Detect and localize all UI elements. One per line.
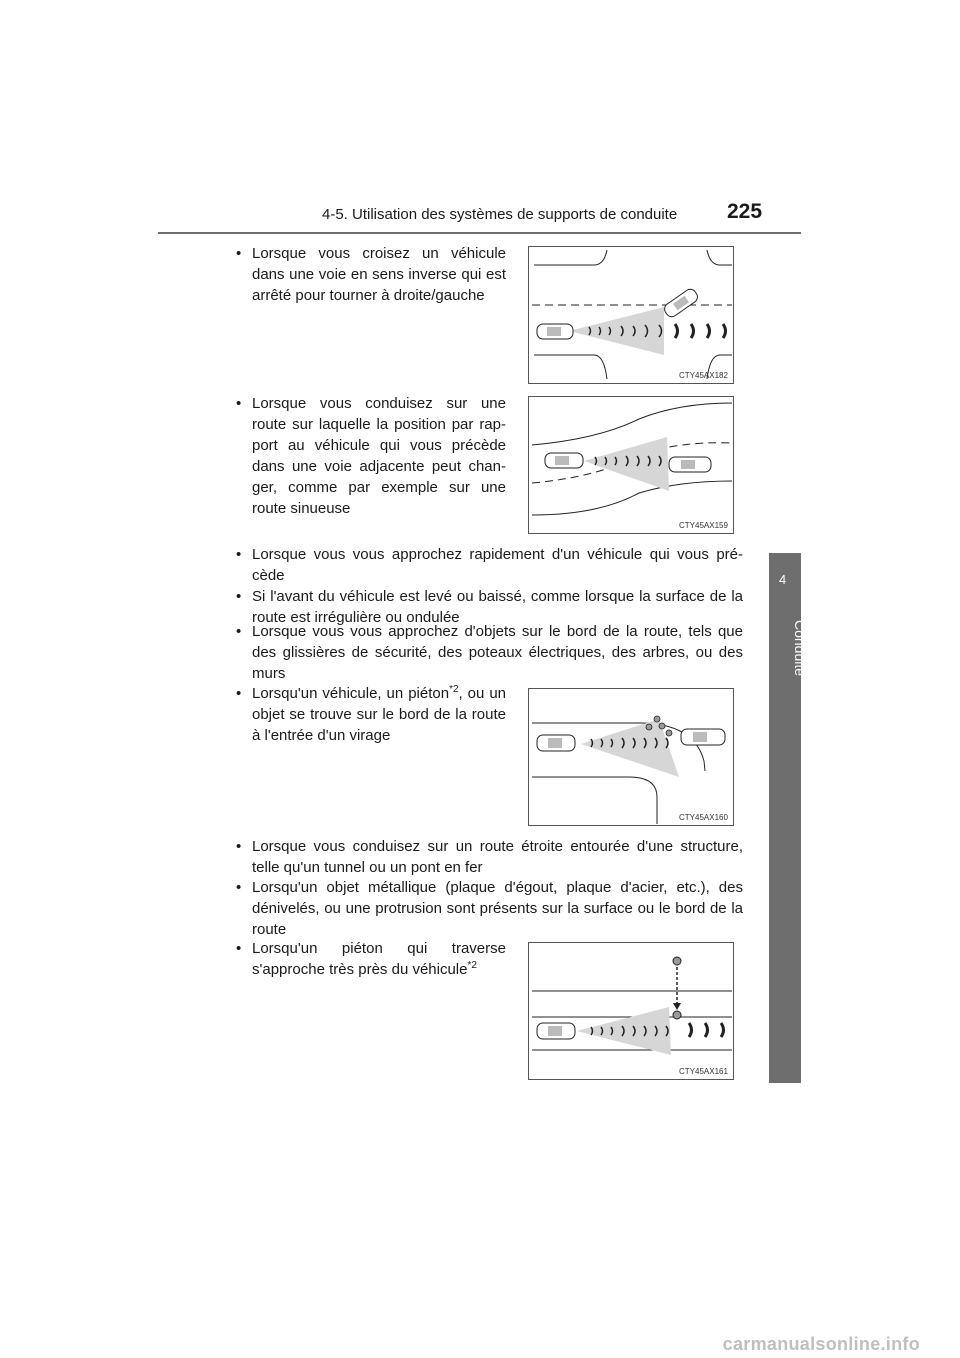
list-item bbox=[236, 877, 743, 940]
figure-code: CTY45AX182 bbox=[679, 371, 728, 380]
chapter-label: Conduite bbox=[792, 620, 808, 677]
list-item-text: Lorsque vous conduisez sur une route sur laquelle la position par rap-port au véhicule qui vous précède dans une voie adjacente peut chan-ger, comme par exemple sur une route sinueuse bbox=[252, 395, 506, 517]
figure-winding-road bbox=[528, 396, 734, 534]
bullet-marker: • bbox=[236, 588, 242, 605]
bullet-marker: • bbox=[236, 395, 242, 412]
bullet-marker: • bbox=[236, 685, 242, 702]
bullet-marker: • bbox=[236, 623, 242, 640]
chapter-number: 4 bbox=[779, 572, 787, 587]
list-item bbox=[236, 683, 507, 746]
list-item-text: Lorsque vous vous approchez d'objets sur le bord de la route, tels que des glissières de sécurité, des poteaux électriques, des arbres, ou des murs bbox=[252, 623, 743, 682]
header-rule bbox=[158, 232, 801, 234]
figure-illustration bbox=[529, 247, 733, 383]
list-item bbox=[236, 621, 743, 684]
list-item bbox=[236, 393, 506, 519]
list-item bbox=[236, 938, 506, 980]
figure-illustration bbox=[529, 943, 733, 1079]
bullet-marker: • bbox=[236, 879, 242, 896]
footnote-ref: *2 bbox=[449, 684, 459, 695]
list-item bbox=[236, 544, 743, 586]
figure-pedestrian-crossing bbox=[528, 942, 734, 1080]
list-item-text: Lorsque vous vous approchez rapidement d'un véhicule qui vous pré-cède bbox=[252, 546, 743, 584]
bullet-marker: • bbox=[236, 940, 242, 957]
list-item-text: Lorsqu'un piéton qui traverse s'approche très près du véhicule$^{*2}$ bbox=[252, 940, 506, 978]
bullet-marker: • bbox=[236, 546, 242, 563]
list-item bbox=[236, 243, 506, 306]
list-item-text: Lorsque vous conduisez sur un route étroite entourée d'une structure, telle qu'un tunnel ou un pont en fer bbox=[252, 838, 743, 876]
watermark: carmanualsonline.info bbox=[722, 1334, 920, 1354]
section-title: 4-5. Utilisation des systèmes de supports de conduite bbox=[322, 206, 678, 223]
page-number: 225 bbox=[727, 200, 763, 223]
footnote-ref: *2 bbox=[467, 960, 477, 971]
figure-illustration bbox=[529, 397, 733, 533]
figure-illustration bbox=[529, 689, 733, 825]
figure-curve-entry bbox=[528, 688, 734, 826]
list-item bbox=[236, 836, 743, 878]
bullet-marker: • bbox=[236, 245, 242, 262]
list-item-text: Lorsqu'un objet métallique (plaque d'égout, plaque d'acier, etc.), des dénivelés, ou une protrusion sont présents sur la surface ou le bord de la route bbox=[252, 879, 743, 938]
figure-code: CTY45AX160 bbox=[679, 813, 728, 822]
footer bbox=[0, 1330, 960, 1358]
list-item-text: Lorsque vous croisez un véhicule dans une voie en sens inverse qui est arrêté pour tourner à droite/gauche bbox=[252, 245, 506, 304]
figure-oncoming-turn bbox=[528, 246, 734, 384]
bullet-marker: • bbox=[236, 838, 242, 855]
list-item-text: Lorsqu'un véhicule, un piéton$^{*2}$, ou un objet se trouve sur le bord de la route à l'entrée d'un virage bbox=[252, 684, 507, 744]
list-item-text: Si l'avant du véhicule est levé ou baissé, comme lorsque la surface de la route est irrégulière ou ondulée bbox=[252, 588, 743, 626]
figure-code: CTY45AX159 bbox=[679, 521, 728, 530]
figure-code: CTY45AX161 bbox=[679, 1067, 728, 1076]
